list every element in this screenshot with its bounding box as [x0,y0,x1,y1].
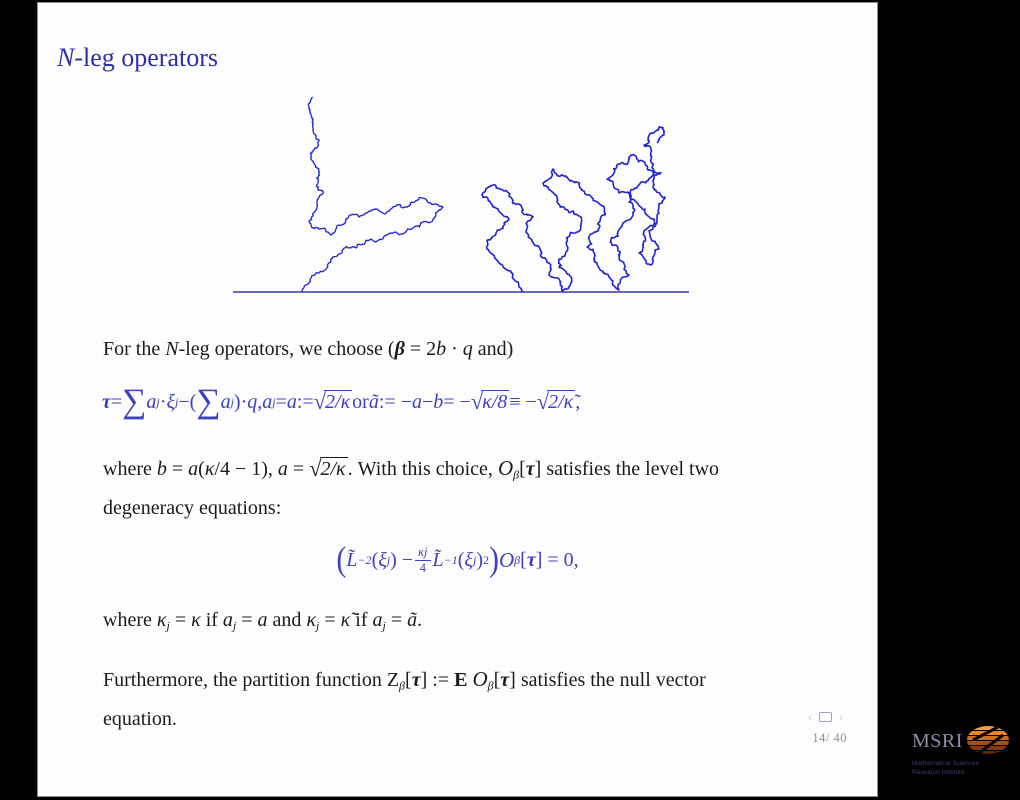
page-indicator: 14/ 40 [812,731,847,745]
msri-logo-mark-icon [966,724,1010,758]
msri-subtitle-line2: Research Institute [912,768,965,776]
equation-tau: τ = ∑ a j · ξ j − ( ∑ a j ) · q , a j = a := √ 2/κ or ã := − a − b = − √ κ/8 ≡ − √ 2/κ̃ , [102,383,581,420]
paragraph-where-line1: where b = a(κ/4 − 1), a = √2/κ . With this choice, Oβ[τ] satisfies the level two [103,456,720,482]
equation-degeneracy: ( L̃ −2 ( ξ j ) − $\frac{\kappa j}{4}$ L̃ −1 ( ξ j ) 2 ) O β [ τ ] = 0, [336,539,579,579]
paragraph-kappa-cases: where κj = κ if aj = a and κj = κ̃ if aj = ã. [103,609,423,633]
paragraph-where-line2: degeneracy equations: [103,496,282,519]
paragraph-where-choice [103,452,719,525]
paragraph-partition-line1: Furthermore, the partition function Zβ[τ] := E Oβ[τ] satisfies the null vector [103,667,706,693]
paragraph-partition-line2: equation. [103,707,177,730]
msri-logo [912,724,1016,777]
sle-curves-figure [226,84,696,298]
msri-logo-row [912,724,1016,758]
slide-navigation [808,712,843,722]
page-title: N-leg operators [57,43,219,72]
nav-frame-button[interactable] [819,712,832,722]
msri-wordmark: MSRI [912,729,963,752]
msri-subtitle-line1: Mathematical Sciences [912,760,979,767]
paragraph-partition-function [103,663,706,736]
slide [37,2,878,797]
nav-next-button[interactable]: › [839,710,843,724]
paragraph-intro: For the N-leg operators, we choose (β = 2b · q and) [103,338,514,360]
nav-prev-button[interactable]: ‹ [808,710,812,724]
